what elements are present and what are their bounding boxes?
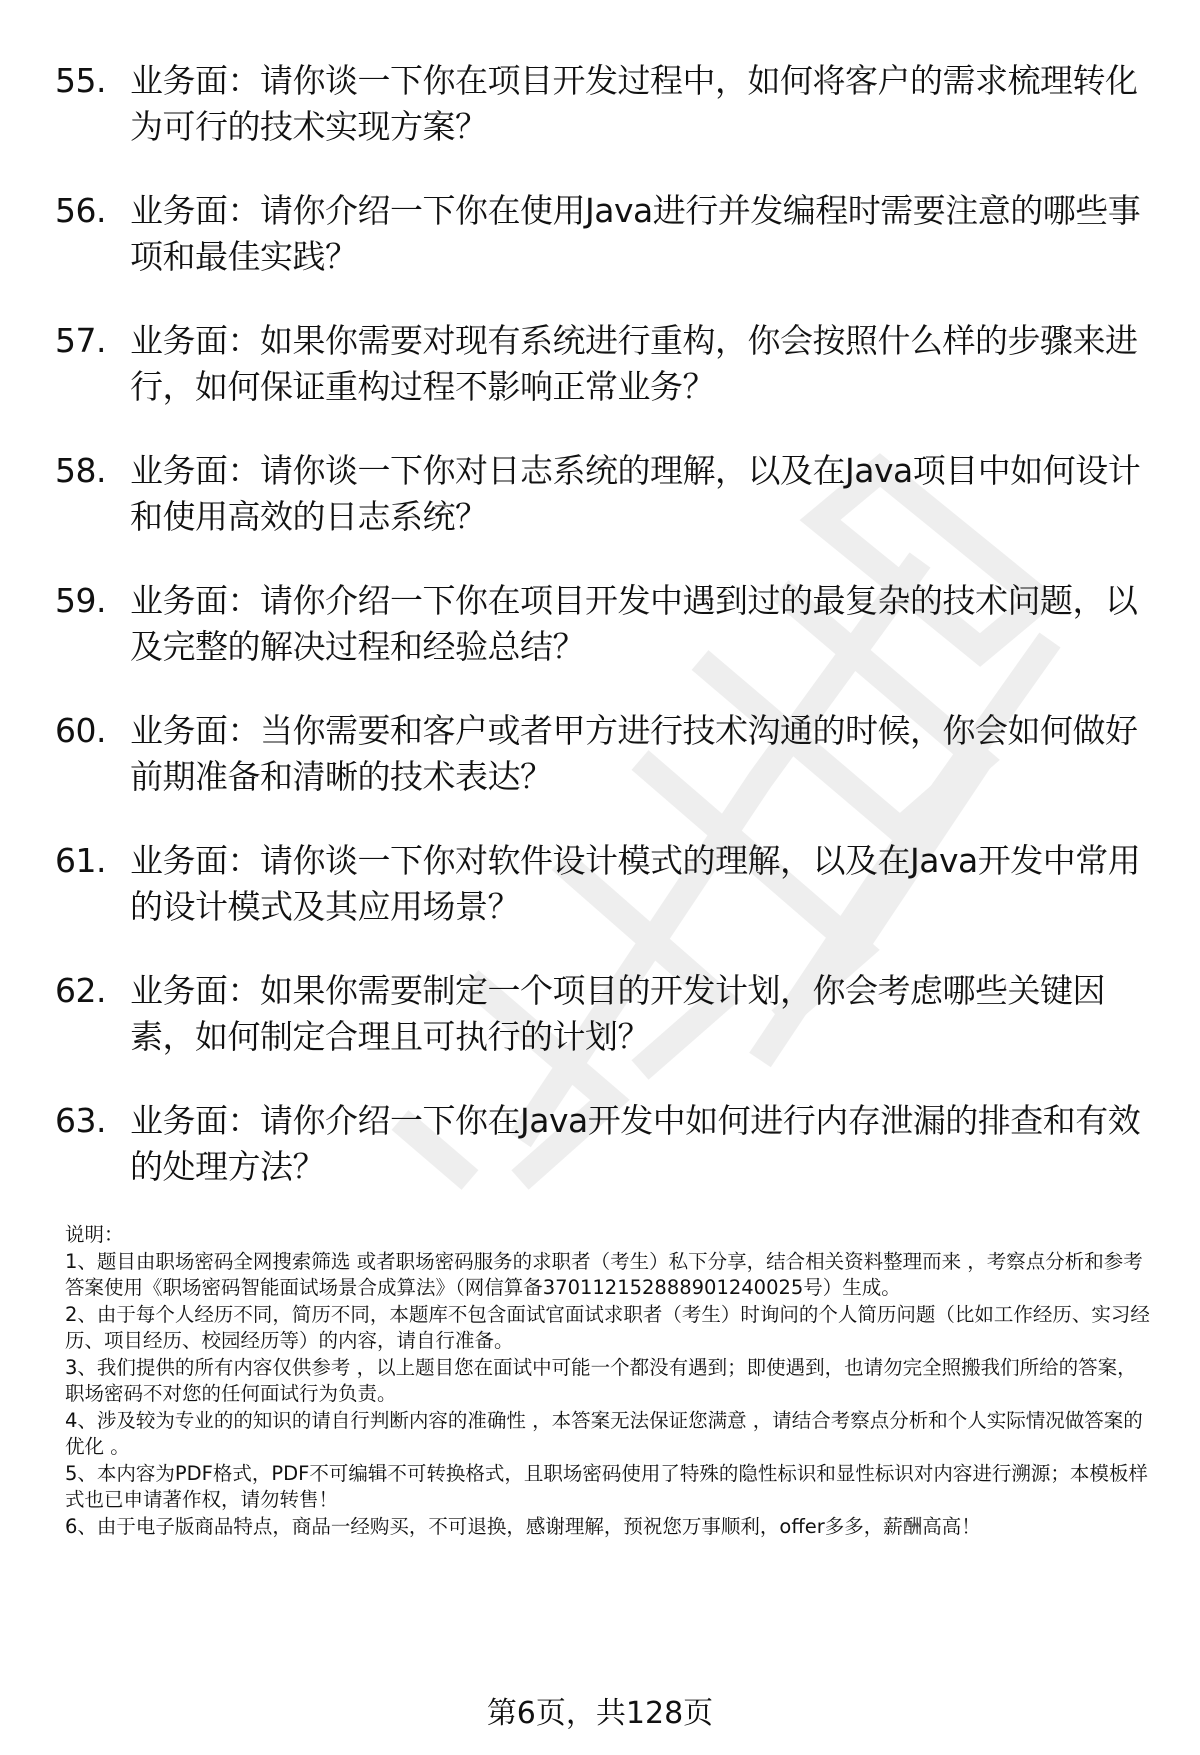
question-item xyxy=(55,838,1145,930)
question-item xyxy=(55,448,1145,540)
question-text: 业务面：请你谈一下你对日志系统的理解，以及在Java项目中如何设计和使用高效的日志系统？ xyxy=(130,451,1141,536)
question-text: 业务面：请你介绍一下你在项目开发中遇到过的最复杂的技术问题，以及完整的解决过程和经验总结？ xyxy=(130,581,1138,666)
question-list xyxy=(55,58,1145,1228)
question-number: 58. xyxy=(55,451,106,490)
question-text: 业务面：请你谈一下你在项目开发过程中，如何将客户的需求梳理转化为可行的技术实现方案？ xyxy=(130,61,1138,146)
question-text: 业务面：当你需要和客户或者甲方进行技术沟通的时候，你会如何做好前期准备和清晰的技术表达？ xyxy=(130,711,1138,796)
question-text: 业务面：请你介绍一下你在使用Java进行并发编程时需要注意的哪些事项和最佳实践？ xyxy=(130,191,1141,276)
note-item: 3、我们提供的所有内容仅供参考 ，以上题目您在面试中可能一个都没有遇到；即使遇到，也请勿完全照搬我们所给的答案，职场密码不对您的任何面试行为负责。 xyxy=(65,1355,1137,1405)
notes-title: 说明： xyxy=(65,1223,124,1246)
note-item: 2、由于每个人经历不同，简历不同，本题库不包含面试官面试求职者（考生）时询问的个人简历问题（比如工作经历、实习经历、项目经历、校园经历等）的内容，请自行准备。 xyxy=(65,1302,1150,1352)
question-number: 60. xyxy=(55,711,106,750)
question-number: 55. xyxy=(55,61,106,100)
question-item xyxy=(55,578,1145,670)
page-indicator: 第6页，共128页 xyxy=(486,1696,714,1731)
note-item: 4、涉及较为专业的的知识的请自行判断内容的准确性 ，本答案无法保证您满意 ，请结合考察点分析和个人实际情况做答案的优化 。 xyxy=(65,1408,1143,1458)
page-footer xyxy=(0,1694,1200,1734)
question-item xyxy=(55,708,1145,800)
question-item xyxy=(55,968,1145,1060)
note-item: 6、由于电子版商品特点，商品一经购买，不可退换，感谢理解，预祝您万事顺利，offer多多，薪酬高高！ xyxy=(65,1514,981,1538)
question-text: 业务面：请你谈一下你对软件设计模式的理解，以及在Java开发中常用的设计模式及其应用场景？ xyxy=(130,841,1141,926)
question-number: 63. xyxy=(55,1101,106,1140)
question-number: 59. xyxy=(55,581,106,620)
question-number: 61. xyxy=(55,841,106,880)
question-number: 56. xyxy=(55,191,106,230)
question-item xyxy=(55,58,1145,150)
note-item: 5、本内容为PDF格式，PDF不可编辑不可转换格式，且职场密码使用了特殊的隐性标识和显性标识对内容进行溯源；本模板样式也已申请著作权，请勿转售！ xyxy=(65,1461,1148,1511)
question-text: 业务面：请你介绍一下你在Java开发中如何进行内存泄漏的排查和有效的处理方法？ xyxy=(130,1101,1141,1186)
notes-section xyxy=(65,1222,1155,1540)
question-item xyxy=(55,188,1145,280)
question-number: 57. xyxy=(55,321,106,360)
question-text: 业务面：如果你需要对现有系统进行重构，你会按照什么样的步骤来进行，如何保证重构过程不影响正常业务？ xyxy=(130,321,1138,406)
note-item: 1、题目由职场密码全网搜索筛选 或者职场密码服务的求职者（考生）私下分享，结合相关资料整理而来 ，考察点分析和参考答案使用《职场密码智能面试场景合成算法》（网信算备370112152888901240025号）生成。 xyxy=(65,1249,1143,1299)
question-item xyxy=(55,318,1145,410)
question-item xyxy=(55,1098,1145,1190)
question-number: 62. xyxy=(55,971,106,1010)
question-text: 业务面：如果你需要制定一个项目的开发计划，你会考虑哪些关键因素，如何制定合理且可执行的计划？ xyxy=(130,971,1105,1056)
